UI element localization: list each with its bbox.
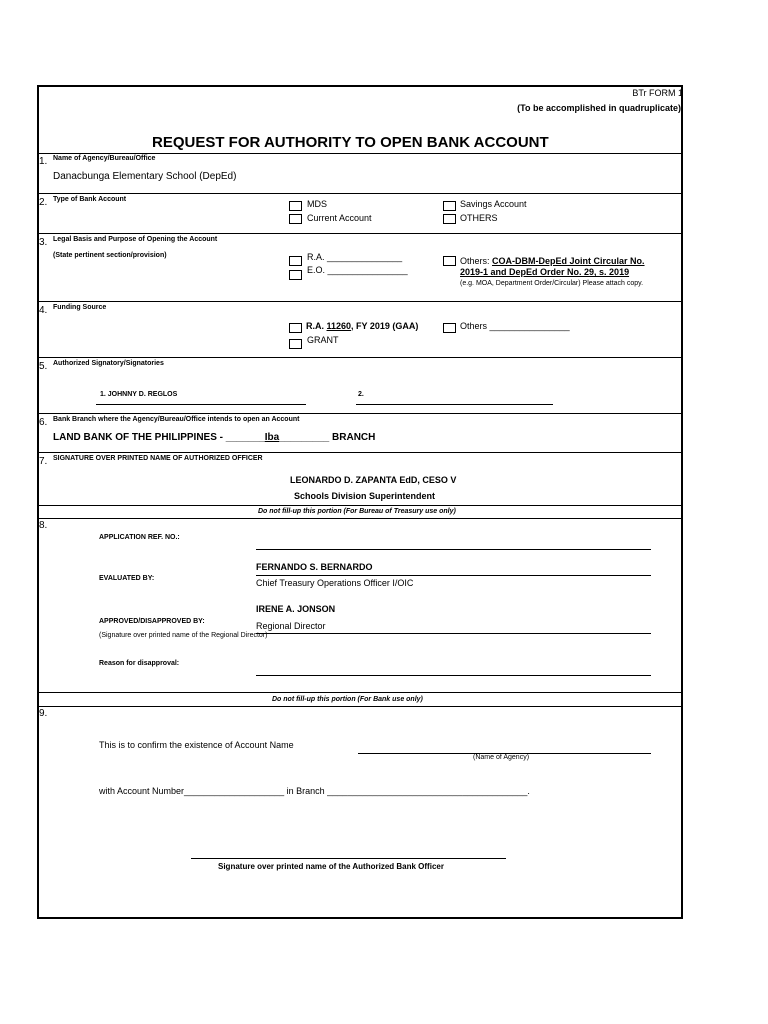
signatories-label: Authorized Signatory/Signatories (53, 360, 164, 367)
savings-account-checkbox[interactable] (443, 201, 456, 211)
others-legal-prefix: Others: (460, 256, 493, 266)
others-legal-checkbox[interactable] (443, 256, 456, 266)
legal-basis-sublabel: (State pertinent section/provision) (53, 252, 167, 259)
signatory-1[interactable]: 1. JOHNNY D. REGLOS (100, 391, 178, 398)
account-type-label: Type of Bank Account (53, 196, 127, 203)
others-funding-field[interactable]: Others ________________ (460, 321, 570, 331)
section-number: 5. (39, 361, 48, 372)
approver-name: IRENE A. JONSON (256, 604, 336, 614)
bank-note: Do not fill-up this portion (For Bank use only) (272, 696, 423, 703)
section-number: 4. (39, 305, 48, 316)
funding-source-label: Funding Source (53, 304, 107, 311)
current-account-checkbox[interactable] (289, 214, 302, 224)
branch-word: BRANCH (329, 432, 376, 443)
ra-checkbox[interactable] (289, 256, 302, 266)
divider (37, 452, 683, 453)
divider (37, 301, 683, 302)
form-title: REQUEST FOR AUTHORITY TO OPEN BANK ACCOUNT (152, 134, 549, 151)
branch-post: _________ (279, 432, 330, 443)
application-ref-label: APPLICATION REF. NO.: (99, 534, 180, 541)
evaluator-title: Chief Treasury Operations Officer I/OIC (256, 578, 414, 588)
divider (37, 357, 683, 358)
eo-field[interactable]: E.O. ________________ (307, 265, 408, 275)
savings-account-label: Savings Account (460, 199, 527, 209)
ra-funding-prefix: R.A. (306, 321, 327, 331)
signatory-2[interactable]: 2. (358, 391, 364, 398)
treasury-note: Do not fill-up this portion (For Bureau of Treasury use only) (258, 508, 456, 515)
divider (37, 413, 683, 414)
approver-title: Regional Director (256, 621, 326, 631)
approver-line (256, 633, 651, 634)
reason-disapproval-line[interactable] (256, 675, 651, 676)
agency-label: Name of Agency/Bureau/Office (53, 155, 156, 162)
legal-example-note: (e.g. MOA, Department Order/Circular) Please attach copy. (460, 280, 644, 287)
confirm-text: This is to confirm the existence of Account Name (99, 740, 294, 750)
others-account-label: OTHERS (460, 213, 498, 223)
regional-director-sig-note: (Signature over printed name of the Regional Director) (99, 632, 268, 639)
reason-disapproval-label: Reason for disapproval: (99, 660, 180, 667)
branch-name: Iba (264, 432, 280, 443)
section-number: 1. (39, 156, 48, 167)
form-instruction: (To be accomplished in quadruplicate) (517, 103, 681, 113)
section-number: 3. (39, 237, 48, 248)
others-account-checkbox[interactable] (443, 214, 456, 224)
evaluator-name: FERNANDO S. BERNARDO (256, 562, 373, 572)
legal-basis-label: Legal Basis and Purpose of Opening the Account (53, 236, 218, 243)
authorized-officer-label: SIGNATURE OVER PRINTED NAME OF AUTHORIZED OFFICER (53, 455, 263, 462)
ra-funding-number: 11260 (326, 321, 352, 331)
others-legal-line1: COA-DBM-DepEd Joint Circular No. (492, 256, 645, 266)
evaluator-line (256, 575, 651, 576)
bank-officer-sig-label: Signature over printed name of the Authorized Bank Officer (218, 862, 444, 871)
eo-checkbox[interactable] (289, 270, 302, 280)
current-account-label: Current Account (307, 213, 372, 223)
ra-field[interactable]: R.A. _______________ (307, 252, 403, 262)
ra-funding-suffix: , FY 2019 (GAA) (351, 321, 419, 331)
authorized-officer-position: Schools Division Superintendent (294, 491, 436, 501)
bank-officer-sig-line (191, 858, 506, 859)
divider (37, 518, 683, 519)
ra-funding-text[interactable] (306, 321, 418, 331)
section-number: 6. (39, 417, 48, 428)
name-of-agency-note: (Name of Agency) (473, 754, 530, 761)
bank-branch-label: Bank Branch where the Agency/Bureau/Office intends to open an Account (53, 416, 300, 423)
bank-name: LAND BANK OF THE PHILIPPINES - (53, 432, 226, 443)
section-number: 7. (39, 456, 48, 467)
branch-pre: _______ (225, 432, 265, 443)
divider (37, 505, 683, 506)
others-funding-checkbox[interactable] (443, 323, 456, 333)
others-legal-text[interactable] (460, 256, 645, 266)
grant-checkbox[interactable] (289, 339, 302, 349)
mds-checkbox[interactable] (289, 201, 302, 211)
signatory-2-line (356, 404, 553, 405)
section-number: 9. (39, 708, 48, 719)
evaluated-by-label: EVALUATED BY: (99, 575, 155, 582)
bank-branch-value[interactable] (53, 432, 375, 443)
authorized-officer-name: LEONARDO D. ZAPANTA EdD, CESO V (290, 475, 457, 485)
application-ref-line[interactable] (256, 549, 651, 550)
divider (37, 153, 683, 154)
divider (37, 233, 683, 234)
ra-funding-checkbox[interactable] (289, 323, 302, 333)
mds-label: MDS (307, 199, 327, 209)
agency-name[interactable]: Danacbunga Elementary School (DepEd) (53, 171, 237, 182)
section-number: 2. (39, 197, 48, 208)
account-number-line[interactable]: with Account Number____________________ in Branch ________________________________________. (99, 786, 530, 796)
divider (37, 193, 683, 194)
section-number: 8. (39, 520, 48, 531)
signatory-1-line (96, 404, 306, 405)
others-legal-line2: 2019-1 and DepEd Order No. 29, s. 2019 (460, 267, 630, 277)
grant-label: GRANT (307, 335, 339, 345)
approved-by-label: APPROVED/DISAPPROVED BY: (99, 618, 205, 625)
divider (37, 706, 683, 707)
form-code: BTr FORM 1 (632, 88, 683, 98)
divider (37, 692, 683, 693)
